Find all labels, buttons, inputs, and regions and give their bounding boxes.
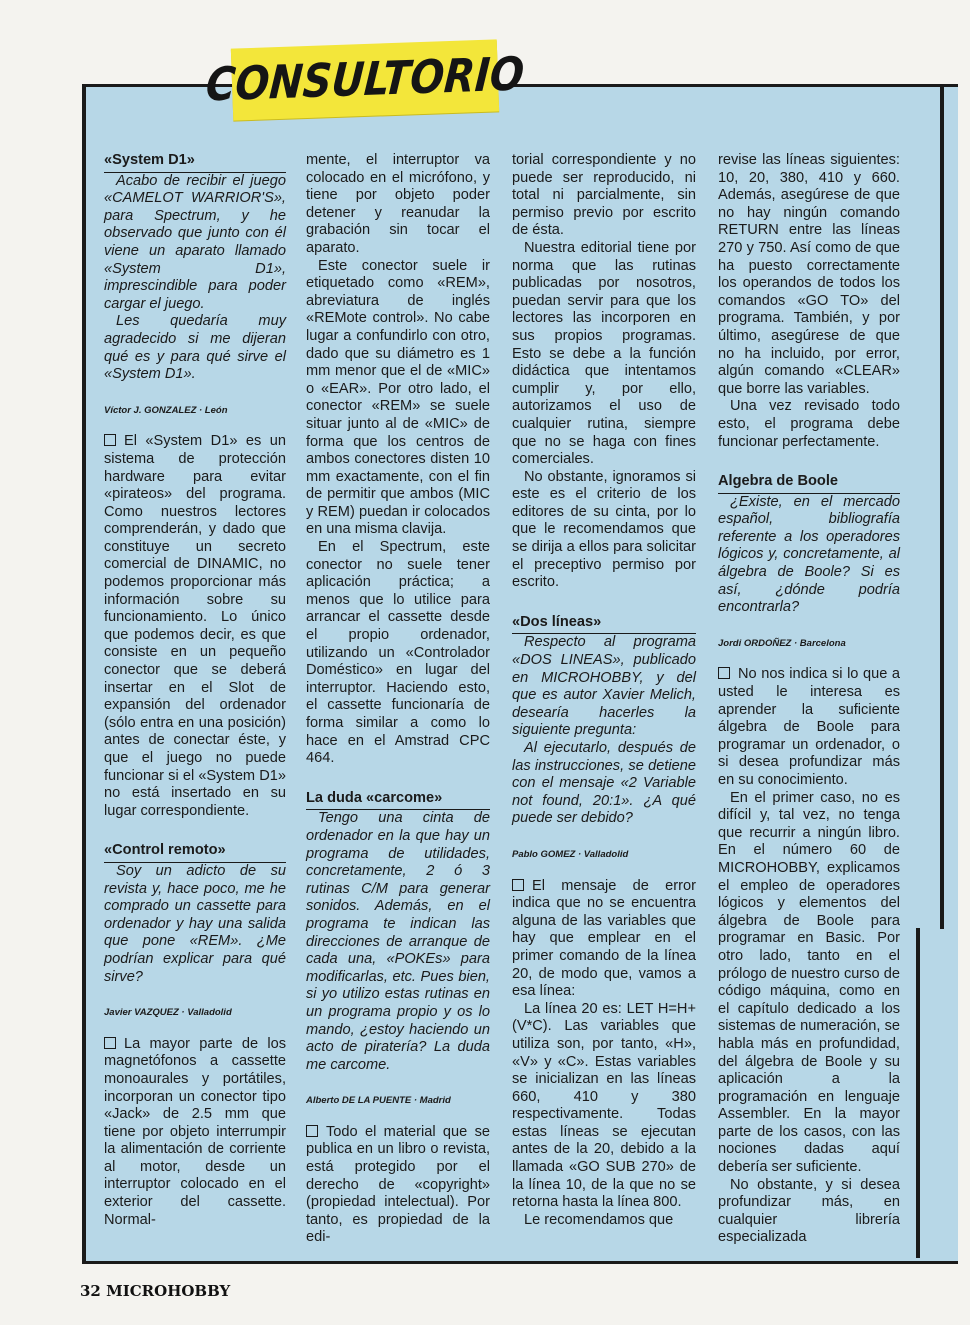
answer-text: Este conector suele ir etiquetado como «REM», abreviatura de inglés «REMote control». No cabe lugar a confundirlo con otro, dado que su diámetro es 1 mm menor que el de «MIC» o «EAR». Por otro lado, el conector «REM» se suele situar junto al de «MIC» de forma que los centros de ambos conectores disten 10 mm exactamente, con el fin de permitir que ambos (MIC y REM) puedan ir colocados en una misma clavija. <box>306 257 490 538</box>
question-text: ¿Existe, en el mercado español, bibliografía referente a los operadores lógicos y, concretamente, al álgebra de Boole? Si es así, ¿dónde podría encontrarla? <box>718 493 900 616</box>
answer-box-icon <box>104 1037 116 1049</box>
reader-signature: Pablo GOMEZ · Valladolid <box>512 848 629 860</box>
answer-text: Nuestra editorial tiene por norma que las rutinas publicadas por nosotros, puedan servir para que los lectores las incorporen en sus propios programas. Esto se debe a la función didáctica que intentamos cumplir y, por ello, autorizamos el uso de cualquier rutina, siempre que no se haga con fines comerciales. <box>512 239 696 468</box>
column-4 <box>718 152 900 1247</box>
reader-signature: Javier VAZQUEZ · Valladolid <box>104 1007 232 1019</box>
question-heading: «Dos líneas» <box>512 614 696 635</box>
answer-text: El «System D1» es un sistema de protección hardware para evitar «pirateos» del programa. Como nuestros lectores comprenderán, y dado que constituye un secreto comercial de DINAMIC, no podemos proporcionar más información sobre su funcionamiento. Lo único que podemos decir, es que consiste en un pequeño conector que se deberá insertar en el Slot de expansión del ordenador (sólo entra en una posición) antes de conectar éste, y que el juego no puede funcionar si el «System D1» no está insertado en su lugar correspondiente. <box>104 433 286 819</box>
reader-signature: Alberto DE LA PUENTE · Madrid <box>306 1095 451 1107</box>
section-banner <box>204 39 526 120</box>
question-text: Respecto al programa «DOS LINEAS», publicado en MICROHOBBY, y del que es autor Xavier Melich, desearía hacerles la siguiente pregunta: <box>512 634 696 739</box>
question-text: Tengo una cinta de ordenador en la que hay un programa de utilidades, concretamente, 2 ó 3 rutinas C/M para generar sonidos. Además, en el programa te indican las direcciones de arranque de cada una, «POKEs» para modificarlas, etc. Pues bien, si yo utilizo estas rutinas en un programa propio y os lo mando, ¿estoy haciendo un acto de piratería? La duda me carcome. <box>306 810 490 1073</box>
answer-text: No obstante, y si desea profundizar más, en cualquier librería especializada <box>718 1176 900 1246</box>
panel-border-notch <box>916 928 920 1258</box>
answer-text: En el Spectrum, este conector no suele tener aplicación práctica; a menos que lo utilice para arrancar el cassette desde el propio ordenador, utilizando un «Controlador Doméstico» en lugar del interruptor. Haciendo esto, el cassette funcionaría de forma similar a como lo hace en el Amstrad CPC 464. <box>306 539 490 767</box>
answer-text: Una vez revisado todo esto, el programa debe funcionar perfectamente. <box>718 398 900 450</box>
answer-text: Le recomendamos que <box>524 1211 674 1228</box>
banner-title: CONSULTORIO <box>204 47 526 113</box>
answer-text: mente, el interruptor va colocado en el micrófono, y tiene por objeto poder detener y reanudar la grabación sin tocar el aparato. <box>306 152 490 256</box>
answer-text: En el primer caso, no es difícil y, tal vez, no tenga que recurrir a ningún libro. En el número 60 de MICROHOBBY, explicamos el empleo de operadores lógicos y elementos del álgebra de Boole para programar en Basic. Por otro lado, tanto en el prólogo de nuestro curso de código máquina, como en el capítulo dedicado a los sistemas de numeración, se habla más en profundidad, del álgebra de Boole y su aplicación a la programación en lenguaje Assembler. En la mayor parte de los casos, con las nociones dadas aquí debería ser suficiente. <box>718 789 900 1176</box>
answer-text: Todo el material que se publica en un libro o revista, está protegido por el derecho de «copyright» (propiedad intelectual). Por tanto, es propiedad de la edi- <box>306 1123 490 1246</box>
page-footer: 32 MICROHOBBY <box>80 1282 231 1300</box>
answer-text: La mayor parte de los magnetófonos a cassette monoaurales y portátiles, incorporan un conector tipo «Jack» de 2.5 mm que tiene por objeto interrumpir la alimentación de corriente al motor, desde un interruptor colocado en el exterior del cassette. Normal- <box>104 1035 286 1228</box>
column-2 <box>306 152 490 1247</box>
answer-text: No obstante, ignoramos si este es el criterio de los editores de su cinta, por lo que le recomendamos que se dirija a ellos para solicitar el preceptivo permiso por escrito. <box>512 468 696 591</box>
reader-signature: Jordi ORDOÑEZ · Barcelona <box>718 637 846 649</box>
question-text: Acabo de recibir el juego «CAMELOT WARRIOR'S», para Spectrum, y he observado que junto con él viene un aparato llamado «System D1», imprescindible para poder cargar el juego. <box>104 172 286 312</box>
answer-box-icon <box>104 434 116 446</box>
question-text: Soy un adicto de su revista y, hace poco, me he comprado un cassette para ordenador y hay una salida que pone «REM». ¿Me podrían explicar para qué sirve? <box>104 862 286 985</box>
answer-box-icon <box>512 879 524 891</box>
panel-border-right <box>940 84 944 929</box>
question-heading: La duda «carcome» <box>306 790 490 811</box>
question-text: Les quedaría muy agradecido si me dijeran qué es y para qué sirve el «System D1». <box>104 313 286 383</box>
question-heading: Algebra de Boole <box>718 473 900 494</box>
question-heading: «System D1» <box>104 152 286 173</box>
answer-box-icon <box>306 1125 318 1137</box>
answer-text: torial correspondiente y no puede ser reproducido, ni total ni parcialmente, sin permiso previo por escrito de ésta. <box>512 152 696 239</box>
column-1 <box>104 152 286 1229</box>
answer-box-icon <box>718 667 730 679</box>
reader-signature: Víctor J. GONZALEZ · León <box>104 404 228 416</box>
answer-text: El mensaje de error indica que no se encuentra alguna de las variables que hay que emplear en el primer comando de la línea 20, de modo que, vamos a esa línea: <box>512 877 696 1000</box>
answer-text: No nos indica si lo que a usted le interesa es aprender la suficiente álgebra de Boole para programar un ordenador, o si desea profundizar más en su conocimiento. <box>718 666 900 788</box>
question-heading: «Control remoto» <box>104 842 286 863</box>
column-3 <box>512 152 696 1229</box>
question-text: Al ejecutarlo, después de las instrucciones, se detiene con el mensaje «2 Variable not found, 20:1». ¿A qué puede ser debido? <box>512 740 696 827</box>
answer-text: revise las líneas siguientes: 10, 20, 380, 410 y 660. Además, asegúrese de que no hay ningún comando RETURN entre las líneas 270 y 750. Así como de que ha puesto correctamente los operandos de todos los comandos «GO TO» del programa. También, y por último, asegúrese de que no ha incluido, por error, algún comando «CLEAR» que borre las variables. <box>718 152 900 397</box>
answer-text: La línea 20 es: LET H=H+ (V*C). Las variables que utiliza son, por tanto, «H», «V» y «C». Estas variables se inicializan en las líneas 660, 410 y 380 respectivamente. Todas estas líneas se ejecutan antes de la 20, debido a la llamada «GO SUB 270» de la línea 10, de la que no se retorna hasta la línea 800. <box>512 1000 696 1211</box>
